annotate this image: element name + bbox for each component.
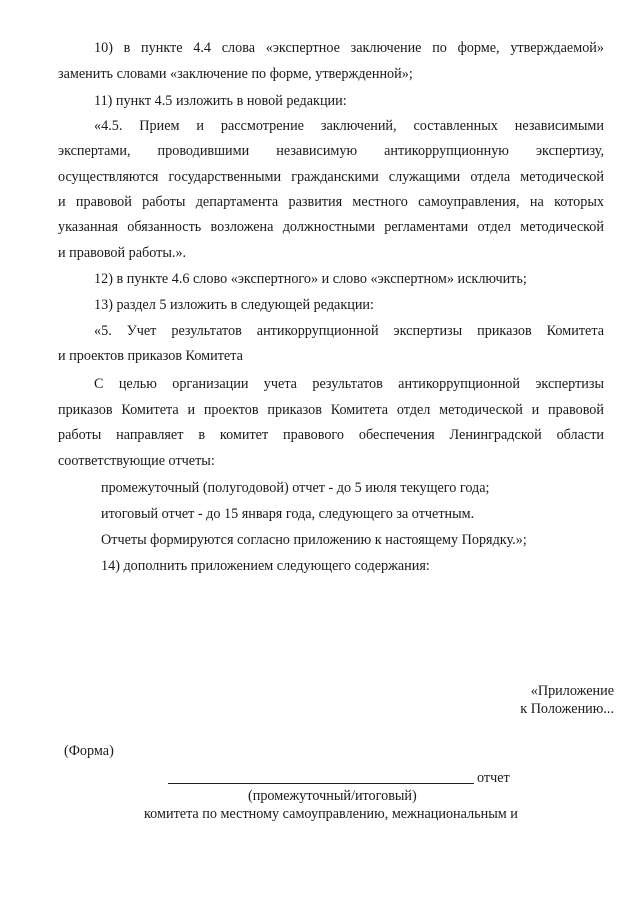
item-12-line-1: 12) в пункте 4.6 слово «экспертного» и слово «экспертном» исключить; xyxy=(94,271,527,287)
quote-4-5-line-4: и правовой работы департамента развития местного самоуправления, на которых xyxy=(58,194,604,210)
goal-line-2: приказов Комитета и проектов приказов Комитета отдел методической и правовой xyxy=(58,402,604,418)
reports-formed-line: Отчеты формируются согласно приложению к настоящему Порядку.»; xyxy=(101,532,527,548)
goal-line-1: С целью организации учета результатов антикоррупционной экспертизы xyxy=(94,376,604,392)
section-5-line-2: и проектов приказов Комитета xyxy=(58,348,243,364)
quote-4-5-line-2: экспертами, проводившими независимую антикоррупционную экспертизу, xyxy=(58,143,604,159)
item-13-line-1: 13) раздел 5 изложить в следующей редакции: xyxy=(94,297,374,313)
item-10-line-2: заменить словами «заключение по форме, утвержденной»; xyxy=(58,66,413,82)
quote-4-5-line-6: и правовой работы.». xyxy=(58,245,187,261)
interim-report-line: промежуточный (полугодовой) отчет - до 5 июля текущего года; xyxy=(101,480,490,496)
report-type-caption: (промежуточный/итоговый) xyxy=(248,788,417,804)
goal-line-4: соответствующие отчеты: xyxy=(58,453,215,469)
quote-4-5-line-3: осуществляются государственными гражданскими служащими отдела методической xyxy=(58,169,604,185)
section-5-line-1: «5. Учет результатов антикоррупционной экспертизы приказов Комитета xyxy=(94,323,604,339)
report-word: отчет xyxy=(477,770,510,786)
appendix-heading-1: «Приложение xyxy=(530,683,614,699)
item-14-line: 14) дополнить приложением следующего содержания: xyxy=(101,558,430,574)
item-11-line-1: 11) пункт 4.5 изложить в новой редакции: xyxy=(94,93,347,109)
final-report-line: итоговый отчет - до 15 января года, следующего за отчетным. xyxy=(101,506,475,522)
goal-line-3: работы направляет в комитет правового обеспечения Ленинградской области xyxy=(58,427,604,443)
committee-line: комитета по местному самоуправлению, межнациональным и xyxy=(144,806,518,822)
appendix-heading-2: к Положению... xyxy=(520,701,614,717)
report-blank-underline xyxy=(168,783,474,784)
form-label: (Форма) xyxy=(64,743,114,759)
quote-4-5-line-5: указанная обязанность возложена должностными регламентами отдел методической xyxy=(58,219,604,235)
item-10-line-1: 10) в пункте 4.4 слова «экспертное заключение по форме, утверждаемой» xyxy=(94,40,604,56)
quote-4-5-line-1: «4.5. Прием и рассмотрение заключений, составленных независимыми xyxy=(94,118,604,134)
